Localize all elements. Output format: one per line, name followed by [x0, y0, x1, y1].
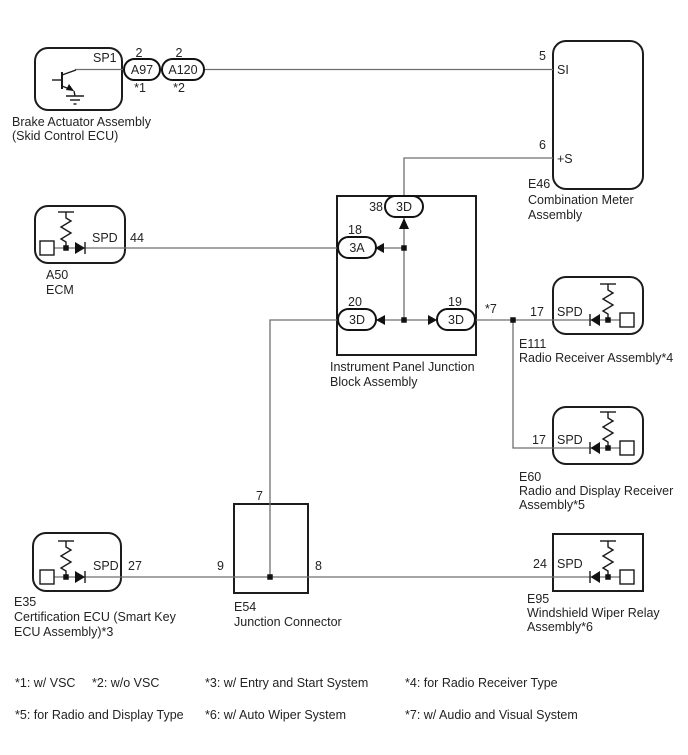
e60-name-1: Radio and Display Receiver: [519, 484, 674, 498]
junction-dot: [510, 317, 516, 323]
pin-8-number: 8: [315, 559, 322, 573]
brake-actuator-name-2: (Skid Control ECU): [12, 129, 119, 143]
junction-dot: [605, 445, 611, 451]
connector-3d19-label: 3D: [448, 313, 464, 327]
e111-signal-label: SPD: [557, 305, 583, 319]
pin-20-number: 20: [348, 295, 362, 309]
e95-code: E95: [527, 592, 550, 606]
junction-dot: [401, 317, 407, 323]
ipjb-name-2: Block Assembly: [330, 375, 418, 389]
pin-17-number-e60: 17: [532, 433, 546, 447]
connector-a97-label: A97: [130, 63, 154, 77]
pin-a97-number: 2: [135, 46, 143, 60]
a50-code: A50: [46, 268, 69, 282]
footnote-7: *7: w/ Audio and Visual System: [405, 708, 578, 722]
e35-name-2: ECU Assembly)*3: [14, 625, 114, 639]
junction-dot: [605, 574, 611, 580]
pin-44-number: 44: [130, 231, 144, 245]
splice-connectors: [124, 59, 204, 80]
e95-name-1: Windshield Wiper Relay: [527, 606, 660, 620]
pin-19-number: 19: [448, 295, 462, 309]
e95-signal-label: SPD: [557, 557, 583, 571]
transistor-ground-lead: [74, 91, 75, 96]
e54-name: Junction Connector: [234, 615, 342, 629]
pin-38-number: 38: [369, 200, 383, 214]
pin-27-number: 27: [128, 559, 142, 573]
e60-code: E60: [519, 470, 542, 484]
e60-name-2: Assembly*5: [519, 498, 585, 512]
connector-3d38-label: 3D: [396, 200, 412, 214]
splice-sp1-label: SP1: [93, 51, 117, 65]
pin-plus-s-label: +S: [557, 152, 573, 166]
e54-code: E54: [234, 600, 257, 614]
footnote-5: *5: for Radio and Display Type: [15, 708, 184, 722]
pin-si-label: SI: [557, 63, 569, 77]
junction-dot: [605, 317, 611, 323]
pin-a120-number: 2: [175, 46, 183, 60]
connector-3a18-label: 3A: [349, 241, 365, 255]
junction-dot: [63, 245, 69, 251]
note-7-marker: *7: [485, 302, 497, 316]
e46-name-2: Assembly: [528, 208, 583, 222]
e46-code: E46: [528, 177, 551, 191]
connector-3d20-label: 3D: [349, 313, 365, 327]
e95-name-2: Assembly*6: [527, 620, 593, 634]
footnote-2: *2: w/o VSC: [92, 676, 160, 690]
connector-a120-label: A120: [168, 63, 198, 77]
e111-code: E111: [519, 337, 547, 351]
pin-9-number: 9: [217, 559, 224, 573]
pin-5-number: 5: [539, 49, 546, 63]
a50-name: ECM: [46, 283, 74, 297]
a50-signal-label: SPD: [92, 231, 118, 245]
pin-7-number: 7: [256, 489, 263, 503]
junction-dot: [401, 245, 407, 251]
e35-name-1: Certification ECU (Smart Key: [14, 610, 176, 624]
ipjb-name-1: Instrument Panel Junction: [330, 360, 475, 374]
footnote-4: *4: for Radio Receiver Type: [405, 676, 558, 690]
instrument-panel-junction-block-box: [337, 196, 476, 355]
junction-dot: [63, 574, 69, 580]
footnote-3: *3: w/ Entry and Start System: [205, 676, 369, 690]
footnote-6: *6: w/ Auto Wiper System: [205, 708, 347, 722]
pin-17-number-e111: 17: [530, 305, 544, 319]
pin-18-number: 18: [348, 223, 362, 237]
note-a97: *1: [134, 81, 146, 95]
e35-code: E35: [14, 595, 37, 609]
footnote-1: *1: w/ VSC: [15, 676, 76, 690]
note-a120: *2: [173, 81, 185, 95]
e46-name-1: Combination Meter: [528, 193, 634, 207]
e35-signal-label: SPD: [93, 559, 119, 573]
junction-dot: [267, 574, 273, 580]
pin-24-number: 24: [533, 557, 547, 571]
brake-actuator-name-1: Brake Actuator Assembly: [12, 115, 151, 129]
e60-signal-label: SPD: [557, 433, 583, 447]
pin-6-number: 6: [539, 138, 546, 152]
e111-name: Radio Receiver Assembly*4: [519, 351, 674, 365]
